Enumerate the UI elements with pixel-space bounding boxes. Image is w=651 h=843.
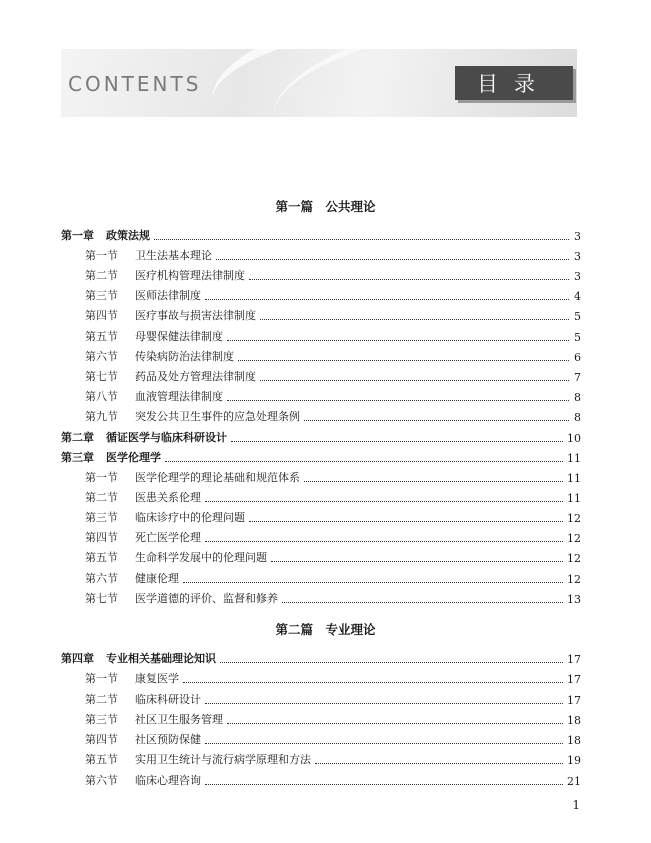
section-number: 第二节 bbox=[85, 693, 118, 706]
section-title: 传染病防治法律制度 bbox=[135, 350, 234, 363]
section-title: 临床诊疗中的伦理问题 bbox=[135, 511, 245, 524]
toc-section-entry bbox=[85, 348, 581, 364]
toc-section-entry bbox=[85, 711, 581, 727]
dot-leader bbox=[183, 682, 563, 683]
chapter-number: 第四章 bbox=[61, 652, 94, 665]
section-number: 第八节 bbox=[85, 390, 118, 403]
toc-section-entry bbox=[85, 751, 581, 767]
page-ref: 18 bbox=[567, 714, 581, 727]
section-number: 第六节 bbox=[85, 774, 118, 787]
page-ref: 17 bbox=[567, 673, 581, 686]
page-ref: 12 bbox=[567, 512, 581, 525]
toc-section-entry bbox=[85, 529, 581, 545]
dot-leader bbox=[227, 400, 569, 401]
dot-leader bbox=[271, 561, 563, 562]
dot-leader bbox=[154, 239, 569, 240]
page-ref: 18 bbox=[567, 734, 581, 747]
page-ref: 11 bbox=[567, 452, 581, 465]
section-number: 第二节 bbox=[85, 491, 118, 504]
toc-section-entry bbox=[85, 549, 581, 565]
dot-leader bbox=[205, 703, 563, 704]
dot-leader bbox=[249, 521, 563, 522]
section-number: 第九节 bbox=[85, 410, 118, 423]
page-ref: 12 bbox=[567, 552, 581, 565]
section-number: 第三节 bbox=[85, 289, 118, 302]
toc-section-entry bbox=[85, 772, 581, 788]
page-ref: 13 bbox=[567, 593, 581, 606]
dot-leader bbox=[205, 541, 563, 542]
page-ref: 19 bbox=[567, 754, 581, 767]
dot-leader bbox=[249, 279, 569, 280]
section-title: 临床心理咨询 bbox=[135, 774, 201, 787]
section-number: 第一节 bbox=[85, 672, 118, 685]
toc-section-entry bbox=[85, 247, 581, 263]
section-title: 死亡医学伦理 bbox=[135, 531, 201, 544]
toc-chapter-entry bbox=[61, 429, 581, 445]
page-ref: 6 bbox=[574, 351, 581, 364]
part-title: 第二篇 专业理论 bbox=[275, 622, 376, 637]
section-title: 血液管理法律制度 bbox=[135, 390, 223, 403]
section-title: 突发公共卫生事件的应急处理条例 bbox=[135, 410, 300, 423]
section-title: 生命科学发展中的伦理问题 bbox=[135, 551, 267, 564]
dot-leader bbox=[183, 582, 563, 583]
dot-leader bbox=[205, 299, 569, 300]
dot-leader bbox=[205, 501, 563, 502]
section-title: 医师法律制度 bbox=[135, 289, 201, 302]
page-ref: 12 bbox=[567, 532, 581, 545]
section-number: 第三节 bbox=[85, 713, 118, 726]
page-ref: 11 bbox=[567, 472, 581, 485]
section-number: 第七节 bbox=[85, 592, 118, 605]
toc-section-entry bbox=[85, 307, 581, 323]
page-ref: 3 bbox=[574, 230, 581, 243]
page-ref: 3 bbox=[574, 270, 581, 283]
section-number: 第七节 bbox=[85, 370, 118, 383]
page-ref: 11 bbox=[567, 492, 581, 505]
section-title: 健康伦理 bbox=[135, 572, 179, 585]
part-title: 第一篇 公共理论 bbox=[275, 199, 376, 214]
section-title: 临床科研设计 bbox=[135, 693, 201, 706]
page-ref: 12 bbox=[567, 573, 581, 586]
section-number: 第四节 bbox=[85, 309, 118, 322]
toc-section-entry bbox=[85, 328, 581, 344]
page-ref: 5 bbox=[574, 310, 581, 323]
dot-leader bbox=[205, 784, 563, 785]
page-ref: 8 bbox=[574, 411, 581, 424]
toc-section-entry bbox=[85, 489, 581, 505]
toc-section-entry bbox=[85, 570, 581, 586]
section-title: 医疗事故与损害法律制度 bbox=[135, 309, 256, 322]
page-ref: 3 bbox=[574, 250, 581, 263]
dot-leader bbox=[260, 319, 569, 320]
dot-leader bbox=[165, 461, 563, 462]
dot-leader bbox=[238, 360, 569, 361]
toc-section-entry bbox=[85, 388, 581, 404]
section-title: 医患关系伦理 bbox=[135, 491, 201, 504]
chapter-number: 第三章 bbox=[61, 451, 94, 464]
page-ref: 10 bbox=[567, 432, 581, 445]
toc-chapter-entry bbox=[61, 650, 581, 666]
section-number: 第一节 bbox=[85, 249, 118, 262]
dot-leader bbox=[227, 723, 563, 724]
page-number: 1 bbox=[572, 798, 580, 812]
page-ref: 8 bbox=[574, 391, 581, 404]
section-number: 第六节 bbox=[85, 572, 118, 585]
section-number: 第一节 bbox=[85, 471, 118, 484]
toc-section-entry bbox=[85, 509, 581, 525]
section-title: 社区卫生服务管理 bbox=[135, 713, 223, 726]
section-number: 第五节 bbox=[85, 753, 118, 766]
dot-leader bbox=[315, 763, 563, 764]
chapter-number: 第二章 bbox=[61, 431, 94, 444]
section-number: 第四节 bbox=[85, 733, 118, 746]
dot-leader bbox=[282, 602, 563, 603]
section-title: 药品及处方管理法律制度 bbox=[135, 370, 256, 383]
section-title: 实用卫生统计与流行病学原理和方法 bbox=[135, 753, 311, 766]
section-number: 第四节 bbox=[85, 531, 118, 544]
toc-section-entry bbox=[85, 408, 581, 424]
dot-leader bbox=[216, 259, 569, 260]
toc-section-entry bbox=[85, 368, 581, 384]
dot-leader bbox=[220, 662, 563, 663]
dot-leader bbox=[227, 340, 569, 341]
dot-leader bbox=[260, 380, 569, 381]
section-number: 第三节 bbox=[85, 511, 118, 524]
toc-chapter-entry bbox=[61, 449, 581, 465]
chapter-title: 专业相关基础理论知识 bbox=[106, 652, 216, 665]
page-ref: 21 bbox=[567, 775, 581, 788]
chapter-number: 第一章 bbox=[61, 229, 94, 242]
section-number: 第二节 bbox=[85, 269, 118, 282]
dot-leader bbox=[205, 743, 563, 744]
chapter-title: 政策法规 bbox=[106, 229, 150, 242]
toc-section-entry bbox=[85, 590, 581, 606]
section-title: 社区预防保健 bbox=[135, 733, 201, 746]
toc-section-entry bbox=[85, 267, 581, 283]
toc-section-entry bbox=[85, 287, 581, 303]
section-number: 第五节 bbox=[85, 551, 118, 564]
toc-section-entry bbox=[85, 731, 581, 747]
section-number: 第五节 bbox=[85, 330, 118, 343]
page-ref: 5 bbox=[574, 331, 581, 344]
dot-leader bbox=[231, 441, 563, 442]
toc-title: 目录 bbox=[455, 66, 573, 100]
dot-leader bbox=[304, 420, 569, 421]
toc-chapter-entry bbox=[61, 227, 581, 243]
section-title: 卫生法基本理论 bbox=[135, 249, 212, 262]
dot-leader bbox=[304, 481, 563, 482]
page-ref: 17 bbox=[567, 653, 581, 666]
chapter-title: 循证医学与临床科研设计 bbox=[106, 431, 227, 444]
page-ref: 4 bbox=[574, 290, 581, 303]
chapter-title: 医学伦理学 bbox=[106, 451, 161, 464]
section-number: 第六节 bbox=[85, 350, 118, 363]
contents-heading: CONTENTS bbox=[68, 72, 202, 96]
section-title: 康复医学 bbox=[135, 672, 179, 685]
section-title: 医疗机构管理法律制度 bbox=[135, 269, 245, 282]
section-title: 母婴保健法律制度 bbox=[135, 330, 223, 343]
page-ref: 17 bbox=[567, 694, 581, 707]
toc-section-entry bbox=[85, 670, 581, 686]
page-ref: 7 bbox=[574, 371, 581, 384]
section-title: 医学伦理学的理论基础和规范体系 bbox=[135, 471, 300, 484]
toc-section-entry bbox=[85, 691, 581, 707]
toc-section-entry bbox=[85, 469, 581, 485]
section-title: 医学道德的评价、监督和修养 bbox=[135, 592, 278, 605]
